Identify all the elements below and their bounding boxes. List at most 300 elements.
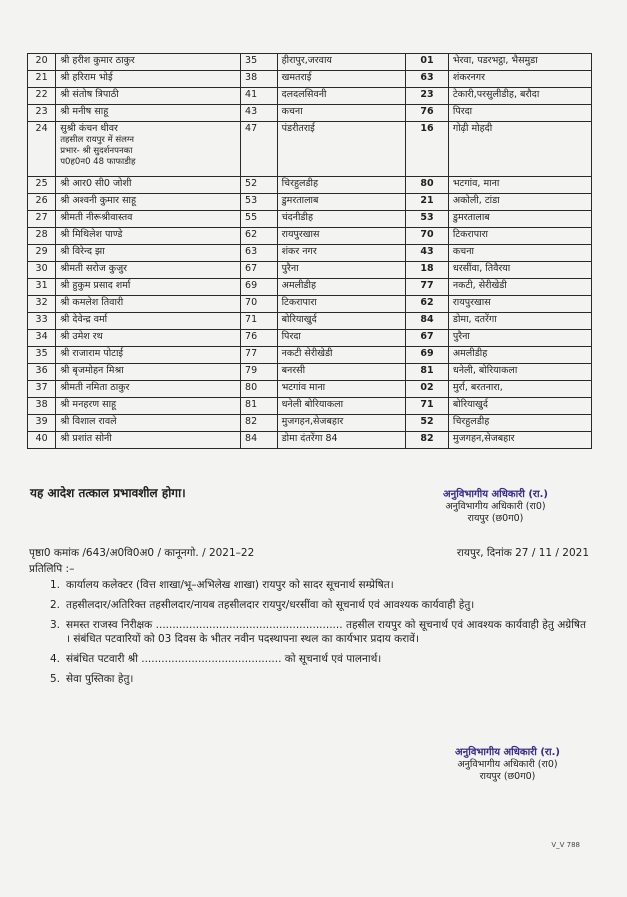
new-halka-number [406,415,449,432]
employee-name [56,122,241,177]
current-halka-number [241,330,278,347]
current-posting-text: डुमरतालाब [281,195,319,206]
employee-name-text: श्रीमती नीरूश्रीवास्तव [60,212,133,223]
official-stamp: अनुविभागीय अधिकारी (रा.) [455,747,560,758]
list-item-number: 1. [49,579,60,591]
serial-number [28,245,56,262]
new-halka-number-text: 82 [420,433,434,444]
table-row [28,105,592,122]
serial-number [28,211,56,228]
current-halka-number [241,245,278,262]
serial-number [28,228,56,245]
new-halka-number [406,228,449,245]
new-halka-number [406,381,449,398]
new-posting [448,330,591,347]
new-posting-text: भेरवा, पडरभट्ठा, भैसमुडा [452,55,538,66]
current-posting [277,330,405,347]
list-item [30,578,586,592]
employee-name-note: प0ह0न0 48 फाफाडीह [60,157,136,167]
serial-number-text: 35 [35,348,48,359]
new-posting-text: टेकारी,परसुलीडीह, बरौदा [452,89,540,100]
list-item-text: तहसीलदार/अतिरिक्त तहसीलदार/नायब तहसीलदार रायपुर/धरसींवा को सूचनार्थ एवं आवश्यक कार्यवाही हेतु। [66,599,475,611]
current-posting-text: पुरैना [281,263,299,274]
current-halka-number [241,228,278,245]
current-halka-number [241,71,278,88]
new-halka-number [406,279,449,296]
current-halka-number-text: 82 [245,416,258,427]
current-posting-text: कचना [281,106,303,117]
new-halka-number [406,347,449,364]
employee-name-text: श्री प्रशांत सोनी [60,433,112,444]
current-halka-number [241,88,278,105]
new-halka-number-text: 70 [420,229,434,240]
new-posting-text: टिकरापारा [452,229,488,240]
current-posting [277,211,405,228]
new-posting-text: डोमा, दतरेंगा [452,314,497,325]
current-posting-text: खमतराई [281,72,312,83]
current-posting [277,71,405,88]
serial-number-text: 23 [35,106,48,117]
list-item-text: सेवा पुस्तिका हेतु। [66,673,134,685]
endorsement-date: रायपुर, दिनांक 27 / 11 / 2021 [456,547,589,559]
employee-name-text: श्री बृजमोहन मिश्रा [60,365,124,376]
employee-name-text: श्री विरेन्द झा [60,246,105,257]
employee-name [56,228,241,245]
serial-number-text: 33 [35,314,48,325]
new-posting-text: बोरियाखुर्द [452,399,488,410]
current-posting [277,381,405,398]
current-posting [277,296,405,313]
current-halka-number-text: 43 [245,106,258,117]
signatory-designation: अनुविभागीय अधिकारी (रा0) [445,501,546,512]
new-posting-text: धनेली, बोरियाकला [452,365,518,376]
current-halka-number-text: 76 [245,331,258,342]
current-halka-number-text: 41 [245,89,258,100]
serial-number-text: 22 [35,89,48,100]
current-halka-number-text: 79 [245,365,258,376]
employee-name [56,211,241,228]
current-halka-number-text: 67 [245,263,258,274]
serial-number [28,71,56,88]
employee-name-text: श्रीमती नमिता ठाकुर [60,382,130,393]
employee-name [56,88,241,105]
new-halka-number-text: 63 [420,72,434,83]
table-row [28,71,592,88]
current-posting-text: धनेली बोरियाकला [281,399,344,410]
current-halka-number [241,347,278,364]
new-halka-number [406,398,449,415]
table-row [28,88,592,105]
list-item [30,598,586,612]
new-posting-text: कचना [452,246,474,257]
table-row [28,177,592,194]
new-halka-number-text: 67 [420,331,434,342]
serial-number [28,347,56,364]
list-item-text: कार्यालय कलेक्टर (वित्त शाखा/भू–अभिलेख शाखा) रायपुर को सादर सूचनार्थ सम्प्रेषित। [66,579,394,591]
new-posting [448,211,591,228]
employee-name-text: सुश्री कंचन धीवर [60,123,118,134]
new-posting [448,279,591,296]
serial-number [28,88,56,105]
current-halka-number [241,364,278,381]
new-posting [448,177,591,194]
new-halka-number-text: 43 [420,246,434,257]
new-halka-number-text: 77 [420,280,434,291]
current-halka-number [241,296,278,313]
new-posting [448,105,591,122]
current-halka-number-text: 47 [245,123,258,134]
new-posting-text: डुमरतालाब [452,212,490,223]
current-posting-text: चंदनीडीह [281,212,313,223]
current-halka-number-text: 77 [245,348,258,359]
employee-name [56,296,241,313]
current-posting [277,398,405,415]
new-posting [448,364,591,381]
employee-name [56,432,241,449]
serial-number [28,398,56,415]
list-item [30,618,586,646]
new-posting [448,313,591,330]
new-posting [448,54,591,71]
employee-name-note: तहसील रायपुर में संलग्न [60,135,134,145]
employee-name [56,279,241,296]
new-posting [448,71,591,88]
employee-name [56,381,241,398]
employee-name-text: श्री अश्वनी कुमार साहू [60,195,136,206]
new-halka-number [406,364,449,381]
new-halka-number [406,194,449,211]
current-halka-number [241,279,278,296]
current-posting-text: पंडरीतराई [281,123,315,134]
table-row [28,245,592,262]
table-row [28,228,592,245]
serial-number-text: 37 [35,382,48,393]
page-code: V_V 788 [551,841,580,849]
current-posting [277,279,405,296]
serial-number [28,432,56,449]
current-posting [277,177,405,194]
current-halka-number [241,432,278,449]
new-halka-number [406,71,449,88]
employee-name [56,330,241,347]
serial-number [28,279,56,296]
new-posting [448,432,591,449]
new-halka-number [406,105,449,122]
new-halka-number-text: 76 [420,106,434,117]
employee-name [56,262,241,279]
recipient-list [30,578,586,692]
signature-block-bottom [415,747,600,783]
employee-name-text: श्री उमेश रथ [60,331,103,342]
new-posting [448,88,591,105]
transfer-table-body [28,54,592,449]
new-halka-number-text: 02 [420,382,434,393]
list-item-number: 4. [49,653,60,665]
new-halka-number-text: 52 [420,416,434,427]
current-posting [277,245,405,262]
current-halka-number-text: 84 [245,433,258,444]
new-posting-text: शंकरनगर [452,72,486,83]
list-item-number: 5. [49,673,60,685]
serial-number [28,364,56,381]
current-halka-number [241,313,278,330]
current-halka-number-text: 38 [245,72,258,83]
current-posting [277,262,405,279]
new-halka-number-text: 62 [420,297,434,308]
employee-name-note: प्रभार- श्री सुदर्शनपनका [60,146,133,156]
current-halka-number [241,398,278,415]
employee-name-text: श्रीमती सरोज कुजुर [60,263,128,274]
table-row [28,211,592,228]
serial-number-text: 30 [35,263,48,274]
employee-name-text: श्री हरिराम भोई [60,72,113,83]
current-halka-number-text: 70 [245,297,258,308]
new-posting-text: अकोली, टांडा [452,195,500,206]
list-item-text: संबंधित पटवारी श्री .......................................... को सूचनार्थ एवं पालनार्थ। [66,653,382,665]
employee-name-text: श्री मिथिलेश पाण्डे [60,229,123,240]
employee-name [56,415,241,432]
current-posting-text: रायपुरखास [281,229,320,240]
serial-number-text: 38 [35,399,48,410]
serial-number-text: 40 [35,433,48,444]
table-row [28,194,592,211]
employee-name-text: श्री विशाल रावले [60,416,117,427]
new-halka-number-text: 71 [420,399,434,410]
new-posting [448,398,591,415]
new-posting-text: नकटी, सेरीखेडी [452,280,507,291]
current-posting-text: बोरियाखुर्द [281,314,317,325]
employee-name-text: श्री देवेन्द्र वर्मा [60,314,108,325]
employee-name-text: श्री राजाराम पोटाई [60,348,124,359]
new-posting-text: पुरैना [452,331,470,342]
endorsement-number: पृष्ठा0 कमांक /643/अ0वि0अ0 / कानूनगो. / 2021–22 [29,547,255,559]
current-posting-text: भटगांव माना [281,382,326,393]
list-item-number: 2. [49,599,60,611]
serial-number-text: 25 [35,178,48,189]
transfer-table [27,53,592,449]
current-halka-number-text: 71 [245,314,258,325]
table-row [28,279,592,296]
current-posting [277,364,405,381]
signatory-location: रायपुर (छ0ग0) [467,513,524,524]
signatory-designation: अनुविभागीय अधिकारी (रा0) [457,759,558,770]
new-halka-number-text: 18 [420,263,434,274]
new-halka-number-text: 53 [420,212,434,223]
new-posting [448,262,591,279]
current-halka-number-text: 63 [245,246,258,257]
current-posting-text: चिरहुलडीह [281,178,319,189]
serial-number [28,105,56,122]
new-halka-number-text: 16 [420,123,434,134]
table-row [28,54,592,71]
new-halka-number [406,296,449,313]
copy-to-heading: प्रतिलिपि :– [29,563,75,575]
current-posting [277,105,405,122]
signature-block-top [403,489,588,525]
serial-number-text: 29 [35,246,48,257]
new-halka-number [406,262,449,279]
employee-name [56,313,241,330]
new-posting-text: मुर्रा, बरतनारा, [452,382,503,393]
new-halka-number-text: 84 [420,314,434,325]
table-row [28,432,592,449]
current-halka-number [241,122,278,177]
new-halka-number [406,245,449,262]
employee-name-text: श्री हरीश कुमार ठाकुर [60,55,135,66]
new-posting-text: मुजगहन,सेजबहार [452,433,515,444]
current-posting [277,313,405,330]
serial-number [28,177,56,194]
serial-number-text: 20 [35,55,48,66]
serial-number [28,313,56,330]
serial-number [28,54,56,71]
new-posting-text: पिरदा [452,106,473,117]
current-halka-number-text: 62 [245,229,258,240]
table-row [28,381,592,398]
table-row [28,364,592,381]
current-halka-number [241,177,278,194]
new-posting [448,381,591,398]
new-posting-text: अमलीडीह [452,348,488,359]
current-halka-number-text: 52 [245,178,258,189]
current-halka-number-text: 35 [245,55,258,66]
serial-number [28,122,56,177]
current-halka-number [241,211,278,228]
employee-name [56,71,241,88]
current-halka-number-text: 81 [245,399,258,410]
serial-number-text: 32 [35,297,48,308]
current-posting-text: हीरापुर,जरवाय [281,55,332,66]
new-posting [448,296,591,313]
new-posting [448,347,591,364]
new-halka-number [406,313,449,330]
endorsement-line [29,546,589,560]
new-posting-text: चिरहुलडीह [452,416,490,427]
new-halka-number-text: 80 [420,178,434,189]
employee-name-text: श्री हुकुम प्रसाद शर्मा [60,280,131,291]
list-item [30,652,586,666]
serial-number [28,330,56,347]
serial-number-text: 39 [35,416,48,427]
current-halka-number-text: 80 [245,382,258,393]
current-posting [277,54,405,71]
new-halka-number-text: 21 [420,195,434,206]
new-halka-number [406,211,449,228]
new-halka-number [406,177,449,194]
serial-number-text: 34 [35,331,48,342]
list-item-number: 3. [49,619,60,631]
employee-name [56,364,241,381]
current-halka-number [241,381,278,398]
serial-number-text: 27 [35,212,48,223]
new-halka-number [406,432,449,449]
table-row [28,347,592,364]
serial-number-text: 28 [35,229,48,240]
employee-name [56,245,241,262]
signatory-location: रायपुर (छ0ग0) [479,771,536,782]
new-halka-number [406,54,449,71]
table-row [28,296,592,313]
current-posting-text: डोमा दंतरेंगा 84 [281,433,338,444]
current-posting [277,88,405,105]
new-posting [448,245,591,262]
official-stamp: अनुविभागीय अधिकारी (रा.) [443,489,548,500]
current-posting-text: अमलीडीह [281,280,317,291]
new-halka-number [406,330,449,347]
table-row [28,415,592,432]
new-halka-number-text: 23 [420,89,434,100]
current-posting-text: टिकरापारा [281,297,317,308]
serial-number [28,296,56,313]
new-halka-number-text: 01 [420,55,434,66]
new-halka-number-text: 69 [420,348,434,359]
current-halka-number [241,415,278,432]
current-halka-number-text: 69 [245,280,258,291]
employee-name-text: श्री आर0 सी0 जोशी [60,178,132,189]
current-posting-text: शंकर नगर [281,246,317,257]
new-posting [448,194,591,211]
employee-name [56,194,241,211]
current-posting-text: दलदलसिवनी [281,89,327,100]
serial-number-text: 36 [35,365,48,376]
current-halka-number [241,54,278,71]
serial-number-text: 24 [35,123,48,134]
current-posting-text: पिरदा [281,331,301,342]
table-row [28,262,592,279]
table-row [28,313,592,330]
employee-name [56,177,241,194]
list-item [30,672,586,686]
employee-name [56,54,241,71]
new-halka-number-text: 81 [420,365,434,376]
current-halka-number-text: 55 [245,212,258,223]
employee-name-text: श्री संतोष त्रिपाठी [60,89,119,100]
serial-number-text: 26 [35,195,48,206]
employee-name-text: श्री कमलेश तिवारी [60,297,124,308]
new-posting-text: रायपुरखास [452,297,491,308]
employee-name [56,105,241,122]
current-posting-text: बनरसी [281,365,306,376]
current-posting [277,228,405,245]
employee-name-text: श्री मनीष साहू [60,106,109,117]
current-halka-number [241,262,278,279]
employee-name-text: श्री मनहरण साहू [60,399,117,410]
new-posting-text: धरसींवा, तिवैरया [452,263,511,274]
current-posting-text: मुजगहन,सेजबहार [281,416,344,427]
new-halka-number [406,122,449,177]
current-posting [277,432,405,449]
employee-name [56,347,241,364]
table-row [28,398,592,415]
employee-name [56,398,241,415]
serial-number [28,194,56,211]
serial-number-text: 21 [35,72,48,83]
new-posting [448,122,591,177]
new-halka-number [406,88,449,105]
new-posting [448,415,591,432]
current-posting [277,347,405,364]
current-posting-text: नकटी सेरीखेडी [281,348,333,359]
current-posting [277,415,405,432]
serial-number-text: 31 [35,280,48,291]
new-posting [448,228,591,245]
new-posting-text: भटगांव, माना [452,178,500,189]
new-posting-text: गोढ़ी मोहदी [452,123,493,134]
current-posting [277,194,405,211]
table-row [28,122,592,177]
serial-number [28,415,56,432]
current-halka-number [241,194,278,211]
